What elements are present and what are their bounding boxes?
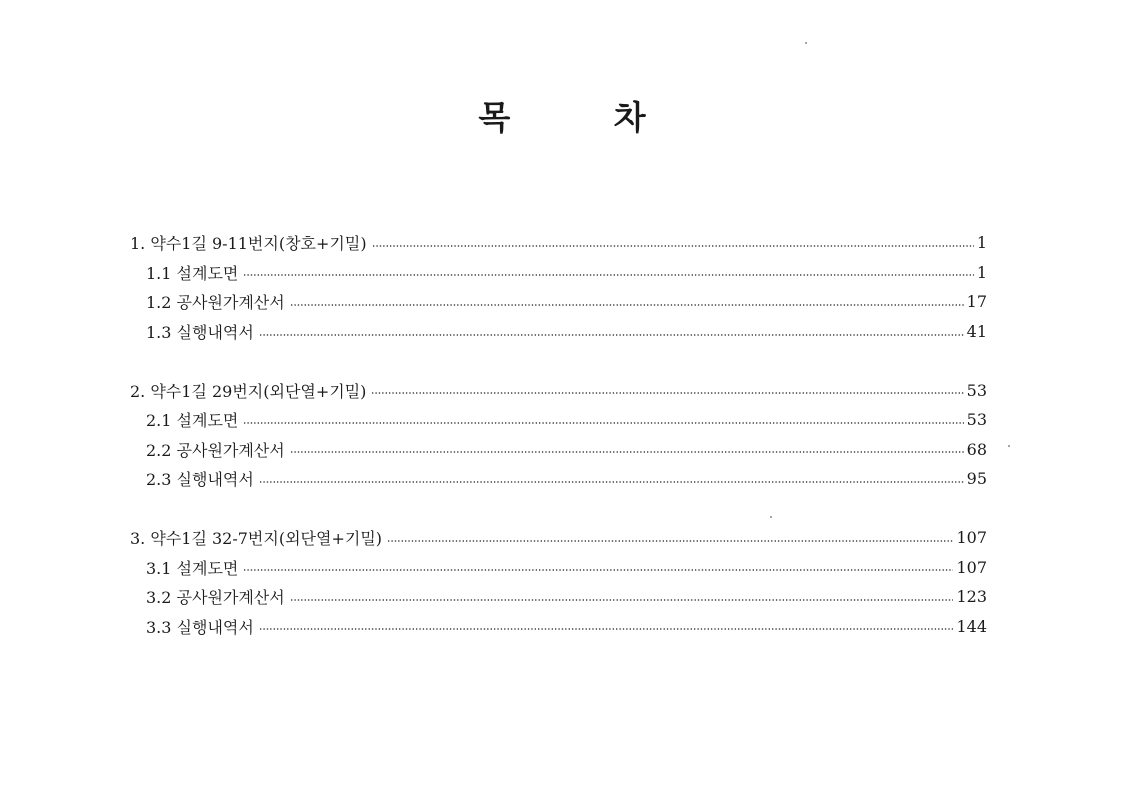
toc-entry-label: 3.3 실행내역서 xyxy=(146,617,254,637)
toc-entry-label: 3.2 공사원가계산서 xyxy=(146,588,285,608)
toc-entry-page: 41 xyxy=(966,322,987,342)
toc-entry-page: 144 xyxy=(956,616,987,636)
toc-entry-page: 53 xyxy=(966,380,987,400)
toc-entry-1-2[interactable] xyxy=(0,287,987,317)
toc-section-1 xyxy=(0,228,1124,346)
toc-entry-1-1[interactable] xyxy=(0,258,987,288)
dot-leader xyxy=(290,451,964,453)
toc-entry-3-3[interactable] xyxy=(0,612,987,642)
dot-leader xyxy=(259,481,964,483)
toc-section-3 xyxy=(0,523,1124,641)
scan-speck xyxy=(770,516,772,518)
dot-leader xyxy=(243,422,963,424)
toc-entry-2[interactable] xyxy=(0,375,987,405)
toc-entry-1[interactable] xyxy=(0,228,987,258)
toc-entry-label: 3.1 설계도면 xyxy=(146,558,239,578)
dot-leader xyxy=(372,245,974,247)
toc-entry-2-2[interactable] xyxy=(0,435,987,465)
toc-entry-label: 2.3 실행내역서 xyxy=(146,470,254,490)
dot-leader xyxy=(243,569,953,571)
toc-section-2 xyxy=(0,375,1124,493)
toc-entry-page: 107 xyxy=(956,528,987,548)
dot-leader xyxy=(371,392,963,394)
toc-entry-label: 1.2 공사원가계산서 xyxy=(146,293,285,313)
toc-entry-page: 123 xyxy=(956,587,987,607)
toc-entry-page: 17 xyxy=(966,292,987,312)
toc-entry-label: 1.3 실행내역서 xyxy=(146,323,254,343)
toc-entry-page: 53 xyxy=(966,410,987,430)
scan-speck xyxy=(805,42,807,44)
toc-entry-page: 1 xyxy=(976,262,987,282)
dot-leader xyxy=(290,599,954,601)
dot-leader xyxy=(243,274,973,276)
toc-entry-1-3[interactable] xyxy=(0,317,987,347)
page-title: 목 차 xyxy=(478,98,692,137)
toc-entry-label: 2. 약수1길 29번지(외단열+기밀) xyxy=(130,381,367,401)
toc-entry-label: 2.2 공사원가계산서 xyxy=(146,440,285,460)
toc-entry-page: 68 xyxy=(966,439,987,459)
toc-entry-2-3[interactable] xyxy=(0,464,987,494)
scan-speck xyxy=(1008,445,1010,447)
toc-entry-2-1[interactable] xyxy=(0,405,987,435)
toc-entry-label: 1.1 설계도면 xyxy=(146,263,239,283)
toc-entry-3-2[interactable] xyxy=(0,582,987,612)
table-of-contents xyxy=(0,228,1124,670)
toc-entry-label: 1. 약수1길 9-11번지(창호+기밀) xyxy=(130,234,367,254)
toc-entry-3[interactable] xyxy=(0,523,987,553)
toc-entry-3-1[interactable] xyxy=(0,552,987,582)
dot-leader xyxy=(259,628,954,630)
toc-entry-page: 95 xyxy=(966,469,987,489)
dot-leader xyxy=(290,304,964,306)
toc-entry-label: 2.1 설계도면 xyxy=(146,411,239,431)
toc-entry-label: 3. 약수1길 32-7번지(외단열+기밀) xyxy=(130,529,383,549)
toc-entry-page: 107 xyxy=(956,557,987,577)
toc-entry-page: 1 xyxy=(976,233,987,253)
dot-leader xyxy=(387,540,953,542)
dot-leader xyxy=(259,334,964,336)
